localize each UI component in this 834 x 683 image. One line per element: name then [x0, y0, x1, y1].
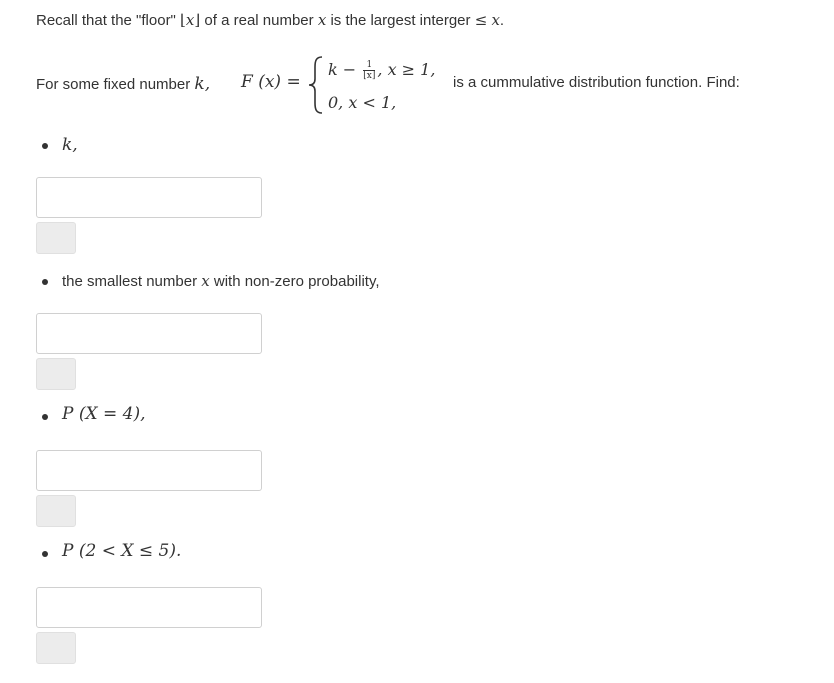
- cdf-case-1: k − $\frac{1}{⌊x⌋}$ , x ≥ 1,: [328, 60, 436, 81]
- fraction-denominator: ⌊x⌋: [363, 71, 376, 81]
- bullet-icon: [42, 279, 48, 285]
- cdf-trailing-text: is a cummulative distribution function. Find:: [453, 74, 740, 91]
- answer-input-4[interactable]: [36, 587, 262, 628]
- bullet-icon: [42, 143, 48, 149]
- cdf-function-label: F (x) =: [241, 72, 301, 92]
- bullet-icon: [42, 414, 48, 420]
- intro-text: Recall that the "floor" ⌊x⌋ of a real number x is the largest interger ≤ x.: [36, 11, 505, 29]
- submit-button-1[interactable]: [36, 222, 76, 254]
- answer-input-1[interactable]: [36, 177, 262, 218]
- cdf-lead-text: For some fixed number k,: [36, 74, 211, 94]
- answer-input-2[interactable]: [36, 313, 262, 354]
- answer-input-3[interactable]: [36, 450, 262, 491]
- cdf-case-2: 0, x < 1,: [328, 93, 397, 112]
- fraction-numerator: 1: [363, 60, 375, 71]
- submit-button-3[interactable]: [36, 495, 76, 527]
- question-2: the smallest number x with non-zero probability,: [62, 272, 380, 290]
- submit-button-2[interactable]: [36, 358, 76, 390]
- question-1: k,: [62, 135, 78, 155]
- bullet-icon: [42, 551, 48, 557]
- question-3: P (X = 4),: [62, 404, 146, 424]
- submit-button-4[interactable]: [36, 632, 76, 664]
- question-4: P (2 < X ≤ 5).: [62, 541, 182, 561]
